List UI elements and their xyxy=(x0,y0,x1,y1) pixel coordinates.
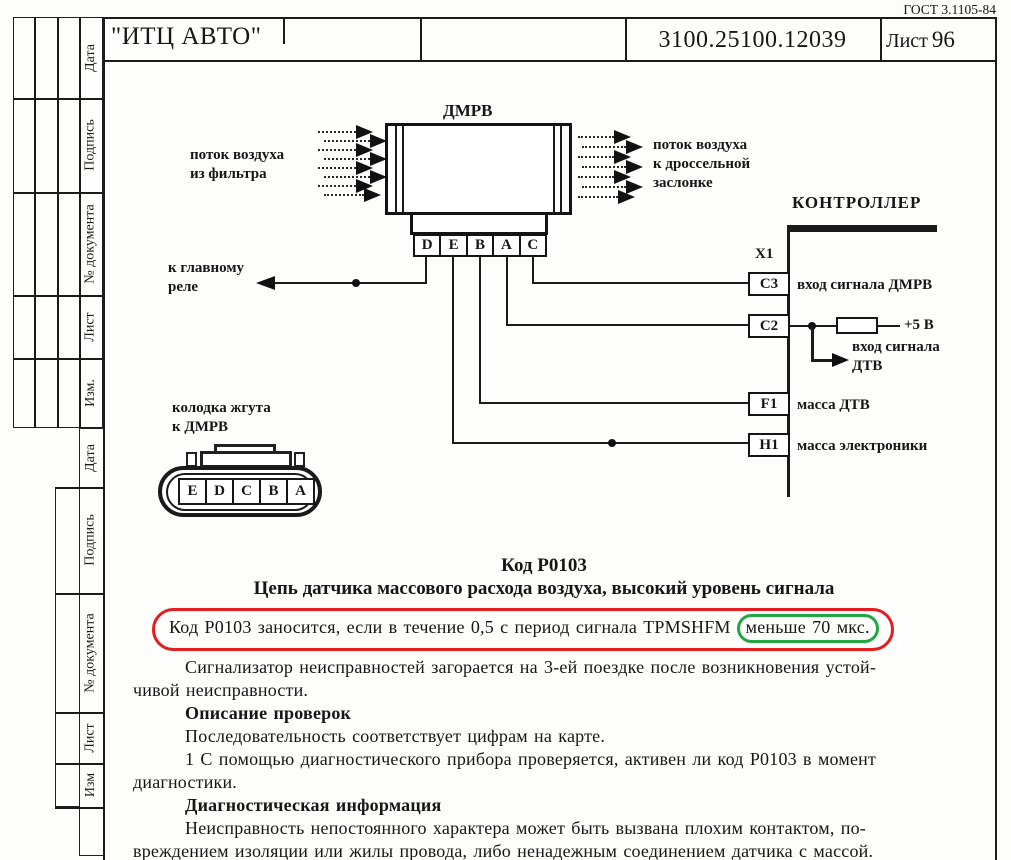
wire-d-horizontal xyxy=(272,282,427,284)
sensor-screen-line xyxy=(553,126,555,212)
sidebar-label-data: Дата xyxy=(83,43,98,72)
green-annotation-oval xyxy=(737,614,879,643)
airflow-arrow-dash xyxy=(578,176,614,178)
sidebar-label-rev-2: Изм xyxy=(83,772,98,798)
sidebar-label-sheet: Лист xyxy=(83,311,99,342)
section-heading-checks: Описание проверок xyxy=(185,703,352,723)
controller-top-bar xyxy=(787,225,937,232)
header-bottom-line xyxy=(103,60,997,62)
wire-e-vertical xyxy=(452,256,454,443)
wire-d-vertical xyxy=(425,256,427,283)
sensor-screen-line xyxy=(560,126,562,212)
airflow-arrow-dash xyxy=(324,176,370,178)
airflow-arrow-dash xyxy=(582,146,626,148)
dtv-arrow-head xyxy=(832,353,849,367)
connector-latch-hook-right xyxy=(294,452,305,467)
airflow-arrow-head xyxy=(364,188,381,202)
sensor-screen-line xyxy=(402,126,404,212)
dtv-branch-vertical xyxy=(811,326,814,361)
wire-b-horizontal xyxy=(479,402,749,404)
sidebar-label-rev: Изм. xyxy=(83,379,98,407)
airflow-out-label: поток воздуха к дроссельной заслонке xyxy=(653,137,751,191)
controller-pin-h1: H1 xyxy=(748,433,790,457)
pin-c3-label: вход сигнала ДМРВ xyxy=(797,277,933,293)
sidebar-label-sheet-2: Лист xyxy=(83,722,99,753)
connector-pin-strip xyxy=(178,478,315,505)
sidebar-label-data-2: Дата xyxy=(83,443,98,472)
sensor-screen-line xyxy=(395,126,397,212)
plus5v-label: +5 В xyxy=(904,317,934,333)
body-line: вреждением изоляции или жилы провода, либо ненадежным соединением датчика с массой. xyxy=(133,841,874,860)
body-line: 1 С помощью диагностического прибора проверяется, активен ли код P0103 в момент xyxy=(185,749,877,769)
wire-e-horizontal xyxy=(452,442,749,444)
sheet-number: 96 xyxy=(931,27,955,52)
content-right-border xyxy=(995,17,997,860)
airflow-arrow-dash xyxy=(324,158,370,160)
controller-pin-c2: C2 xyxy=(748,314,790,338)
body-line: диагностики. xyxy=(133,772,238,792)
controller-pin-f1: F1 xyxy=(748,392,790,416)
airflow-arrow-dash xyxy=(318,131,356,133)
sidebar-bottom-narrowcol xyxy=(55,487,80,807)
connector-pin-a: A xyxy=(286,480,313,503)
code-subtitle: Цепь датчика массового расхода воздуха, высокий уровень сигнала xyxy=(253,578,835,599)
code-title: Код P0103 xyxy=(501,555,587,576)
wire-b-vertical xyxy=(479,256,481,403)
connector-pin-b: B xyxy=(259,480,286,503)
body-line: Неисправность непостоянного характера может быть вызвана плохим контактом, по- xyxy=(185,818,866,838)
airflow-arrow-dash xyxy=(582,186,626,188)
gost-standard-label: ГОСТ 3.1105-84 xyxy=(903,2,996,17)
relay-arrow-head xyxy=(256,276,275,290)
controller-pin-c3: C3 xyxy=(748,272,790,296)
controller-title: КОНТРОЛЛЕР xyxy=(792,193,922,212)
airflow-arrow-dash xyxy=(324,140,370,142)
document-number: 3100.25100.12039 xyxy=(658,27,847,53)
wire-c-vertical xyxy=(532,256,534,283)
grid-line xyxy=(55,807,103,809)
dtv-branch-horizontal xyxy=(811,359,832,362)
maf-sensor-title: ДМРВ xyxy=(443,101,493,120)
maf-sensor-base xyxy=(410,212,548,235)
p1-text: Код P0103 заносится, если в течение 0,5 с период сигнала TPMSHFM xyxy=(169,617,731,637)
controller-connector-id: X1 xyxy=(755,246,774,262)
resistor-wire xyxy=(878,325,900,327)
airflow-arrow-dash xyxy=(318,149,356,151)
p1-highlight-text: меньше 70 мкс. xyxy=(745,617,870,637)
wire-a-vertical xyxy=(506,256,508,325)
sidebar-label-docnum: № документа xyxy=(83,203,98,284)
airflow-arrow-dash xyxy=(578,136,614,138)
connector-latch-hook-left xyxy=(186,452,197,467)
header-divider-1 xyxy=(420,17,422,62)
terminal-b: B xyxy=(466,236,492,255)
grid-line xyxy=(34,17,36,428)
grid-line xyxy=(57,17,59,428)
maf-sensor-body xyxy=(385,123,572,215)
airflow-arrow-dash xyxy=(578,196,618,198)
maf-terminal-strip xyxy=(413,234,547,257)
terminal-a: A xyxy=(492,236,518,255)
sidebar-label-signature: Подпись xyxy=(83,119,99,171)
airflow-arrow-dash xyxy=(318,167,356,169)
airflow-arrow-dash xyxy=(578,156,614,158)
body-line: чивой неисправности. xyxy=(133,680,309,700)
sidebar-label-signature-2: Подпись xyxy=(83,514,99,566)
connector-pin-d: D xyxy=(205,480,232,503)
dtv-signal-label: вход сигнала ДТВ xyxy=(852,339,940,374)
pin-h1-label: масса электроники xyxy=(797,438,928,454)
annotated-paragraph xyxy=(152,608,894,651)
wire-a-horizontal xyxy=(506,324,749,326)
airflow-arrow-dash xyxy=(582,166,626,168)
sheet-info xyxy=(886,27,955,53)
sheet-label: Лист xyxy=(886,30,928,52)
airflow-arrow-head xyxy=(618,190,635,204)
airflow-in-label: поток воздуха из фильтра xyxy=(190,147,285,182)
body-line: Последовательность соответствует цифрам на карте. xyxy=(185,726,606,746)
connector-pin-e: E xyxy=(187,483,198,499)
section-heading-diag: Диагностическая информация xyxy=(185,795,442,815)
airflow-arrow-dash xyxy=(318,185,356,187)
harness-connector-label: колодка жгута к ДМРВ xyxy=(172,400,271,435)
wire-junction-dot xyxy=(352,279,360,287)
body-line: Сигнализатор неисправностей загорается на 3-ей поездке после возникновения устой- xyxy=(185,657,877,677)
terminal-d: D xyxy=(421,237,433,253)
terminal-e: E xyxy=(439,236,465,255)
pullup-resistor xyxy=(836,317,878,334)
header-top-line xyxy=(103,17,997,19)
organization-name: "ИТЦ АВТО" xyxy=(111,23,262,50)
airflow-arrow-dash xyxy=(324,194,364,196)
wire-junction-dot xyxy=(608,439,616,447)
header-divider-3 xyxy=(880,17,882,62)
pin-f1-label: масса ДТВ xyxy=(797,397,870,413)
wire-c-horizontal xyxy=(532,282,749,284)
main-relay-label: к главному реле xyxy=(168,260,245,295)
red-annotation-oval xyxy=(152,608,894,651)
sidebar-label-docnum-2: № документа xyxy=(83,612,98,693)
header-tick-divider xyxy=(283,17,285,44)
terminal-c: C xyxy=(519,236,545,255)
connector-pin-c: C xyxy=(232,480,259,503)
